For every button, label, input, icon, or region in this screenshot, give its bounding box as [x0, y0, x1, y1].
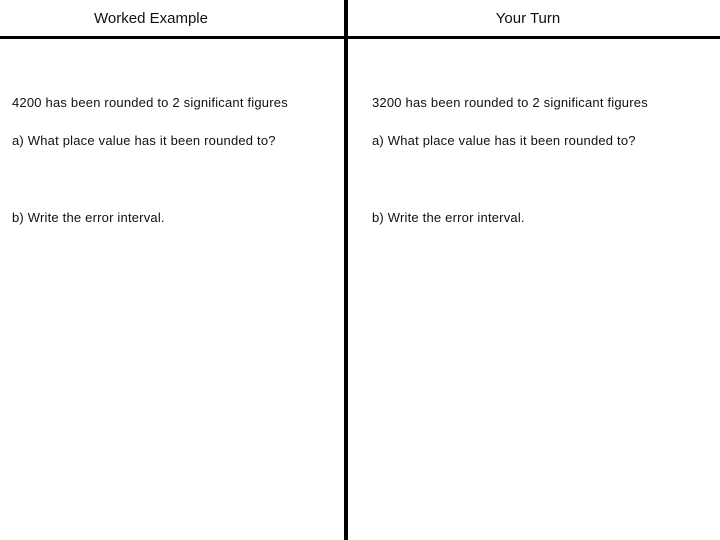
header-divider — [0, 36, 720, 39]
your-turn-statement: 3200 has been rounded to 2 significant figures — [372, 95, 648, 110]
worked-example-question-b: b) Write the error interval. — [12, 210, 165, 225]
your-turn-question-a: a) What place value has it been rounded to? — [372, 133, 636, 148]
worked-example-statement: 4200 has been rounded to 2 significant figures — [12, 95, 288, 110]
worked-example-question-a: a) What place value has it been rounded to? — [12, 133, 276, 148]
your-turn-title: Your Turn — [495, 10, 561, 27]
your-turn-question-b: b) Write the error interval. — [372, 210, 525, 225]
column-divider — [344, 0, 348, 540]
worked-example-title: Worked Example — [94, 10, 208, 27]
